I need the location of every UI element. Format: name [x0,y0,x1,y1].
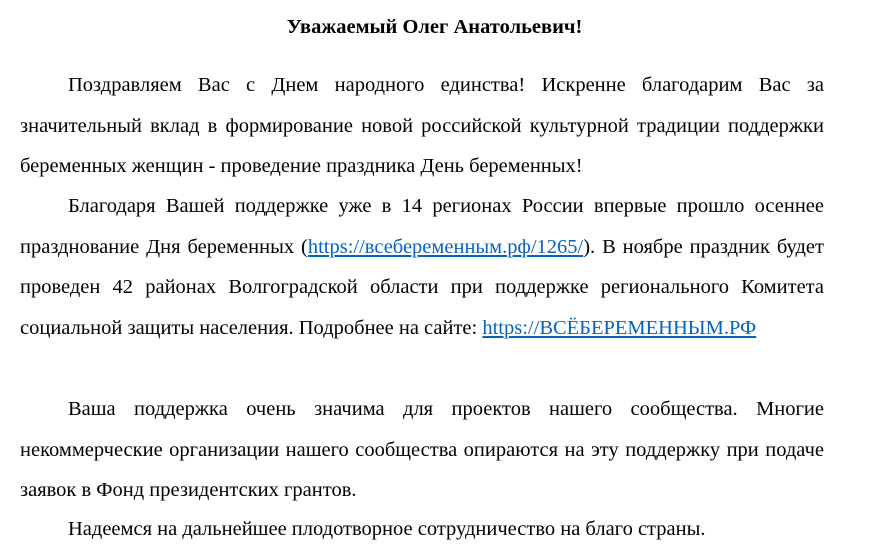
paragraph-cooperation: Надеемся на дальнейшее плодотворное сотрудничество на благо страны. [68,518,706,540]
letter-greeting: Уважаемый Олег Анатольевич! [286,16,583,38]
paragraph-regions-text-middle: ). В ноябре праздник будет проведен 42 районах Волгоградской области при поддержке регионального Комитета социальной защиты населения. Подробнее на сайте: [20,235,824,339]
paragraph-support: Ваша поддержка очень значима для проектов нашего сообщества. Многие некоммерческие организации нашего сообщества опираются на эту поддержку при подаче заявок в Фонд президентских грантов. [20,398,824,501]
paragraph-congratulations: Поздравляем Вас с Днем народного единства! Искренне благодарим Вас за значительный вклад в формирование новой российской культурной традиции поддержки беременных женщин - проведение праздника День беременных! [20,74,824,177]
paragraph-regions-text-start: Благодаря Вашей поддержке уже в 14 регионах России впервые прошло осеннее празднование Дня беременных ( [20,195,824,258]
link-website[interactable]: https://ВСЁБЕРЕМЕННЫМ.РФ [482,316,757,339]
link-event-page[interactable]: https://всебеременным.рф/1265/ [307,235,584,258]
paragraph-regions [20,186,824,348]
